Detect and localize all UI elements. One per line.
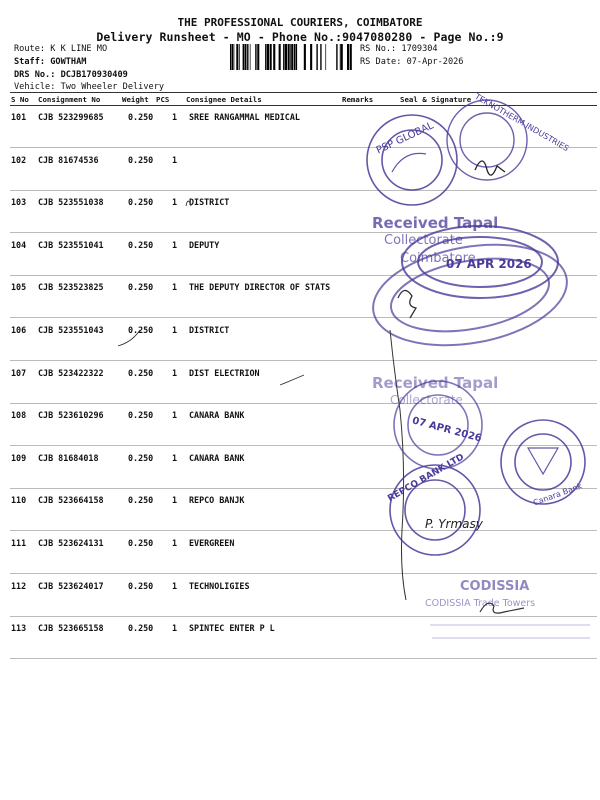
row-consignee: CANARA BANK <box>189 410 245 421</box>
vehicle-label: Vehicle: Two Wheeler Delivery <box>14 82 165 92</box>
barcode-bar <box>283 44 284 70</box>
row-consignee: THE DEPUTY DIRECTOR OF STATS <box>189 282 331 293</box>
table-row <box>10 106 597 148</box>
row-consignee: DEPUTY <box>189 239 220 250</box>
row-sno: 105 <box>11 282 27 293</box>
barcode-bar <box>243 44 244 70</box>
row-pcs: 1 <box>172 282 178 293</box>
row-pcs: 1 <box>172 112 178 122</box>
row-consignment-no: CJB 523299685 <box>38 112 104 122</box>
barcode-bar <box>316 44 317 70</box>
codissia-stamp-sub: CODISSIA Trade Towers <box>425 598 536 609</box>
barcode-bar <box>234 44 235 70</box>
received-tapal-2: Received Tapal <box>372 374 499 392</box>
barcode-bar <box>244 44 246 70</box>
barcode-bar <box>310 44 312 70</box>
codissia-stamp-title: CODISSIA <box>460 579 530 594</box>
row-consignee: SREE RANGAMMAL MEDICAL <box>189 112 300 122</box>
barcode-bar <box>321 44 322 70</box>
barcode-bar <box>285 44 287 70</box>
row-consignee: DISTRICT <box>189 325 230 335</box>
row-sno: 107 <box>11 367 27 378</box>
row-consignee: DIST ELECTRION <box>189 367 260 378</box>
row-sno: 104 <box>11 239 27 250</box>
barcode-bar <box>291 44 293 70</box>
row-weight: 0.250 <box>128 495 154 506</box>
row-weight: 0.250 <box>128 410 154 421</box>
row-consignment-no: CJB 523422322 <box>38 367 104 378</box>
barcode-bar <box>325 44 326 70</box>
barcode-bar <box>290 44 291 70</box>
row-weight: 0.250 <box>128 282 154 293</box>
row-consignment-no: CJB 523551043 <box>38 325 104 335</box>
table-row <box>10 575 597 617</box>
barcode-bar <box>255 44 256 70</box>
barcode-bar <box>350 44 352 70</box>
row-weight: 0.250 <box>128 538 154 548</box>
barcode-bar <box>320 44 321 70</box>
col-weight: Weight <box>122 95 149 104</box>
table-row <box>10 149 597 191</box>
barcode-bar <box>232 44 233 70</box>
row-weight: 0.250 <box>128 367 154 378</box>
date-stamp-1: 07 APR 2026 <box>446 257 532 271</box>
row-consignee: DISTRICT <box>189 197 230 208</box>
row-consignment-no: CJB 523624017 <box>38 580 104 591</box>
table-row <box>10 489 597 531</box>
repco-bank-text: REPCO BANK LTD <box>386 452 467 505</box>
row-consignment-no: CJB 523665158 <box>38 623 104 634</box>
barcode <box>230 44 355 70</box>
row-pcs: 1 <box>172 325 178 335</box>
row-pcs: 1 <box>172 239 178 250</box>
col-pcs: PCS <box>156 95 170 104</box>
drs-label: DRS No.: DCJB170930409 <box>14 70 128 80</box>
teknotherm-stamp-text: TEKNOTHERM INDUSTRIES <box>473 91 571 154</box>
row-consignment-no: CJB 523523825 <box>38 282 104 293</box>
psp-stamp-text: PSP GLOBAL <box>374 120 436 157</box>
row-sno: 111 <box>11 538 27 548</box>
barcode-bar <box>265 44 266 70</box>
row-sno: 101 <box>11 112 27 122</box>
row-consignee: EVERGREEN <box>189 538 235 548</box>
row-consignee: TECHNOLIGIES <box>189 580 250 591</box>
barcode-bar <box>288 44 290 70</box>
barcode-bar <box>294 44 295 70</box>
barcode-bar <box>267 44 269 70</box>
barcode-bar <box>296 44 297 70</box>
row-weight: 0.250 <box>128 112 154 122</box>
row-sno: 110 <box>11 495 27 506</box>
table-row <box>10 404 597 446</box>
row-weight: 0.250 <box>128 623 154 634</box>
col-consignment: Consignment No <box>38 95 101 104</box>
barcode-bar <box>340 44 341 70</box>
barcode-bar <box>258 44 259 70</box>
col-remarks: Remarks <box>342 95 374 104</box>
barcode-bar <box>341 44 343 70</box>
row-weight: 0.250 <box>128 154 154 165</box>
barcode-bar <box>279 44 281 70</box>
route-label: Route: K K LINE MO <box>14 44 108 54</box>
table-row <box>10 234 597 276</box>
row-pcs: 1 <box>172 197 178 208</box>
row-weight: 0.250 <box>128 239 154 250</box>
collectorate-1: Collectorate <box>384 233 463 248</box>
barcode-bar <box>236 44 238 70</box>
col-seal: Seal & Signature <box>400 95 472 104</box>
canara-bank-text: Canara Bank <box>531 481 584 508</box>
barcode-bar <box>304 44 306 70</box>
row-consignee: CANARA BANK <box>189 452 245 463</box>
barcode-bar <box>230 44 231 70</box>
row-consignment-no: CJB 523664158 <box>38 495 104 506</box>
row-weight: 0.250 <box>128 452 154 463</box>
row-weight: 0.250 <box>128 325 154 335</box>
table-row <box>10 362 597 404</box>
signature-name-110: P. Yrmasy <box>425 517 483 531</box>
row-pcs: 1 <box>172 410 178 421</box>
row-consignment-no: CJB 523551038 <box>38 197 104 208</box>
staff-label: Staff: GOWTHAM <box>14 57 87 67</box>
barcode-bar <box>273 44 275 70</box>
row-consignment-no: CJB 81674536 <box>38 154 99 165</box>
row-sno: 113 <box>11 623 27 634</box>
row-sno: 109 <box>11 452 27 463</box>
table-row <box>10 532 597 574</box>
barcode-bar <box>336 44 337 70</box>
barcode-bar <box>270 44 272 70</box>
table-row <box>10 447 597 489</box>
row-weight: 0.250 <box>128 197 154 208</box>
rs-date-label: RS Date: 07-Apr-2026 <box>360 57 464 67</box>
barcode-bar <box>347 44 349 70</box>
row-pcs: 1 <box>172 580 178 591</box>
table-row <box>10 319 597 361</box>
row-pcs: 1 <box>172 367 178 378</box>
row-sno: 106 <box>11 325 27 335</box>
barcode-bar <box>250 44 251 70</box>
collectorate-2: Collectorate <box>390 393 463 407</box>
barcode-bar <box>239 44 240 70</box>
title-runsheet: Delivery Runsheet - MO - Phone No.:9047080280 - Page No.:9 <box>96 30 504 44</box>
row-pcs: 1 <box>172 623 178 634</box>
row-consignment-no: CJB 523551041 <box>38 239 104 250</box>
row-weight: 0.250 <box>128 580 154 591</box>
col-consignee: Consignee Details <box>186 95 262 104</box>
row-sno: 103 <box>11 197 27 208</box>
row-consignee: SPINTEC ENTER P L <box>189 623 275 634</box>
barcode-bar <box>257 44 258 70</box>
row-pcs: 1 <box>172 154 178 165</box>
coimbatore-1: Coimbatore <box>400 251 476 266</box>
row-sno: 102 <box>11 154 27 165</box>
row-pcs: 1 <box>172 495 178 506</box>
table-row <box>10 617 597 659</box>
row-pcs: 1 <box>172 538 178 548</box>
received-tapal-1: Received Tapal <box>372 214 499 232</box>
rs-no-label: RS No.: 1709304 <box>360 44 438 54</box>
row-consignment-no: CJB 523610296 <box>38 410 104 421</box>
row-sno: 112 <box>11 580 27 591</box>
table-row <box>10 276 597 318</box>
row-sno: 108 <box>11 410 27 421</box>
barcode-bar <box>247 44 248 70</box>
header-top-rule <box>10 92 597 93</box>
row-pcs: 1 <box>172 452 178 463</box>
row-divider <box>10 658 597 659</box>
title-company: THE PROFESSIONAL COURIERS, COIMBATORE <box>177 16 423 29</box>
row-consignment-no: CJB 81684018 <box>38 452 99 463</box>
row-consignee: REPCO BANJK <box>189 495 245 506</box>
col-sno: S No <box>11 95 29 104</box>
table-row <box>10 191 597 233</box>
row-consignment-no: CJB 523624131 <box>38 538 104 548</box>
date-stamp-2: 07 APR 2026 <box>410 415 483 445</box>
